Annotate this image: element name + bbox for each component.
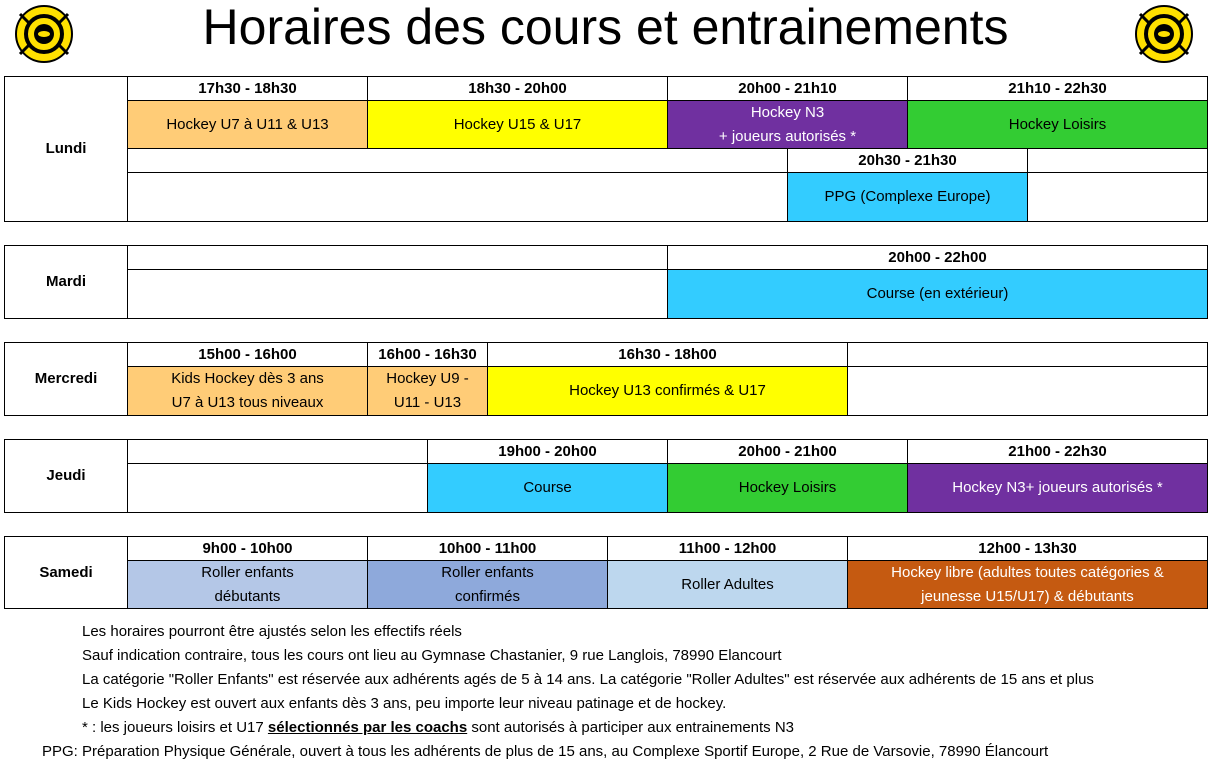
mercredi-empty-top: [847, 342, 1208, 367]
samedi-activity-2-line2: confirmés: [454, 587, 521, 605]
mercredi-time-1: 15h00 - 16h00: [127, 342, 368, 367]
day-label-mercredi: Mercredi: [4, 342, 128, 416]
note-5: [82, 716, 794, 739]
lundi-empty-row3-left: [127, 172, 788, 222]
day-label-jeudi: Jeudi: [4, 439, 128, 513]
mercredi-time-2: 16h00 - 16h30: [367, 342, 488, 367]
samedi-activity-2: [367, 560, 608, 609]
note-3: La catégorie "Roller Enfants" est réservée aux adhérents agés de 5 à 14 ans. La catégorie "Roller Adultes" est réservée aux adhérents de 15 ans et plus: [82, 671, 1094, 688]
lundi-activity-3: [667, 100, 908, 149]
samedi-activity-1-line1: Roller enfants: [201, 563, 294, 581]
jeudi-time-2: 20h00 - 21h00: [667, 439, 908, 464]
mercredi-activity-1: [127, 366, 368, 416]
note-5-emphasis: sélectionnés par les coachs: [267, 719, 468, 736]
mercredi-time-3: 16h30 - 18h00: [487, 342, 848, 367]
mardi-empty-bottom: [127, 269, 668, 319]
lundi-time-3: 20h00 - 21h10: [667, 76, 908, 101]
samedi-activity-1: [127, 560, 368, 609]
note-1: Les horaires pourront être ajustés selon les effectifs réels: [82, 623, 462, 640]
mercredi-activity-3: Hockey U13 confirmés & U17: [487, 366, 848, 416]
mardi-activity-1: Course (en extérieur): [667, 269, 1208, 319]
samedi-time-3: 11h00 - 12h00: [607, 536, 848, 561]
day-label-lundi: Lundi: [4, 76, 128, 222]
samedi-activity-4: [847, 560, 1208, 609]
jeudi-activity-1: Course: [427, 463, 668, 513]
samedi-activity-1-line2: débutants: [214, 587, 281, 605]
club-logo-left: [8, 4, 80, 64]
jeudi-time-3: 21h00 - 22h30: [907, 439, 1208, 464]
mardi-empty-top: [127, 245, 668, 270]
note-4: Le Kids Hockey est ouvert aux enfants dès 3 ans, peu importe leur niveau patinage et de hockey.: [82, 695, 727, 712]
lundi-activity-3-line1: Hockey N3: [750, 103, 825, 121]
lundi-time-4: 21h10 - 22h30: [907, 76, 1208, 101]
lundi-activity-3-line2: + joueurs autorisés *: [718, 127, 857, 145]
lundi-activity-1: Hockey U7 à U11 & U13: [127, 100, 368, 149]
jeudi-empty-bottom: [127, 463, 428, 513]
lundi-time-5: 20h30 - 21h30: [787, 148, 1028, 173]
samedi-time-2: 10h00 - 11h00: [367, 536, 608, 561]
samedi-activity-4-line1: Hockey libre (adultes toutes catégories &: [891, 563, 1164, 581]
day-label-samedi: Samedi: [4, 536, 128, 609]
lundi-empty-row3-right: [1027, 172, 1208, 222]
lundi-empty-row2-right: [1027, 148, 1208, 173]
samedi-time-1: 9h00 - 10h00: [127, 536, 368, 561]
mardi-time-1: 20h00 - 22h00: [667, 245, 1208, 270]
samedi-time-4: 12h00 - 13h30: [847, 536, 1208, 561]
jeudi-activity-3: Hockey N3+ joueurs autorisés *: [907, 463, 1208, 513]
lundi-time-1: 17h30 - 18h30: [127, 76, 368, 101]
day-label-mardi: Mardi: [4, 245, 128, 319]
page-title: Horaires des cours et entrainements: [202, 0, 1009, 55]
lundi-empty-row2-left: [127, 148, 788, 173]
mercredi-activity-2: [367, 366, 488, 416]
lundi-activity-4: Hockey Loisirs: [907, 100, 1208, 149]
jeudi-activity-2: Hockey Loisirs: [667, 463, 908, 513]
mercredi-activity-1-line2: U7 à U13 tous niveaux: [171, 394, 324, 411]
samedi-activity-4-line2: jeunesse U15/U17) & débutants: [921, 587, 1134, 605]
lundi-time-2: 18h30 - 20h00: [367, 76, 668, 101]
note-5-part-1: * : les joueurs loisirs et U17: [82, 719, 268, 736]
mercredi-activity-2-line1: Hockey U9 -: [386, 370, 469, 387]
club-logo-right: [1128, 4, 1200, 64]
mercredi-activity-2-line2: U11 - U13: [393, 394, 462, 411]
note-2: Sauf indication contraire, tous les cours ont lieu au Gymnase Chastanier, 9 rue Langlois, 78990 Elancourt: [82, 647, 782, 664]
note-5-part-3: sont autorisés à participer aux entrainements N3: [467, 719, 795, 736]
mercredi-activity-1-line1: Kids Hockey dès 3 ans: [171, 370, 324, 387]
samedi-activity-2-line1: Roller enfants: [441, 563, 534, 581]
jeudi-empty-top: [127, 439, 428, 464]
jeudi-time-1: 19h00 - 20h00: [427, 439, 668, 464]
samedi-activity-3: Roller Adultes: [607, 560, 848, 609]
lundi-activity-2: Hockey U15 & U17: [367, 100, 668, 149]
note-6: PPG: Préparation Physique Générale, ouvert à tous les adhérents de plus de 15 ans, au Complexe Sportif Europe, 2 Rue de Varsovie, 78990 Élancourt: [42, 743, 1049, 760]
lundi-activity-5: PPG (Complexe Europe): [787, 172, 1028, 222]
mercredi-empty-bottom: [847, 366, 1208, 416]
